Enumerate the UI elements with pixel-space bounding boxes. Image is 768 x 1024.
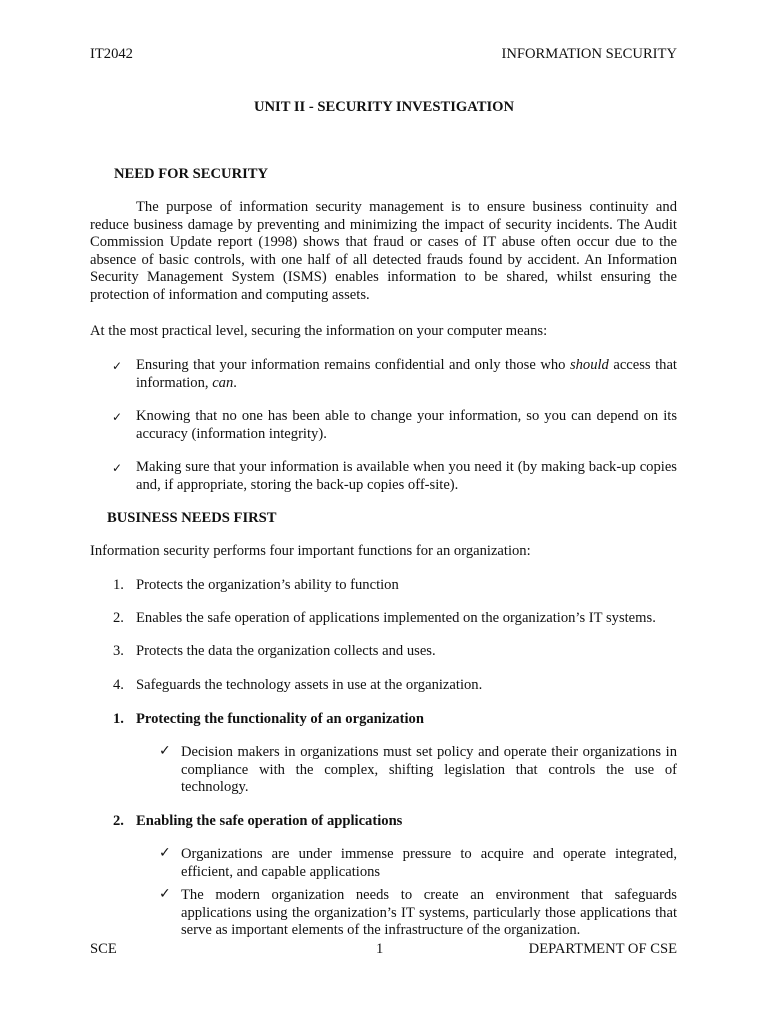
unit-title: UNIT II - SECURITY INVESTIGATION [253, 99, 515, 115]
checkmark-icon: ✓ [112, 410, 123, 424]
checkmark-icon: ✓ [159, 886, 171, 902]
bullet-integrity: Knowing that no one has been able to change your information, so you can depend on its accuracy (information integrity). [136, 408, 677, 442]
function-number: 1. [113, 577, 124, 593]
section-number: 2. [113, 813, 124, 829]
page-number: 1 [376, 941, 384, 957]
section-bullet: Decision makers in organizations must set policy and operate their organizations in compliance with the complex, shifting legislation that controls the use of technology. [181, 744, 677, 795]
checkmark-icon: ✓ [159, 845, 171, 861]
function-number: 2. [113, 610, 124, 626]
business-needs-heading: BUSINESS NEEDS FIRST [107, 510, 277, 526]
section-title-functionality: Protecting the functionality of an organization [136, 711, 424, 727]
need-for-security-heading: NEED FOR SECURITY [114, 166, 269, 182]
business-intro: Information security performs four important functions for an organization: [90, 543, 531, 559]
checkmark-icon: ✓ [112, 359, 123, 373]
function-item: Protects the organization’s ability to function [136, 577, 399, 593]
footer-left: SCE [90, 941, 117, 957]
section-number: 1. [113, 711, 124, 727]
function-item: Protects the data the organization collects and uses. [136, 643, 436, 659]
need-for-security-paragraph: The purpose of information security management is to ensure business continuity and reduce business damage by preventing and minimizing the impact of security incidents. The Audit Commission Update report (1998) shows that fraud or cases of IT abuse often occur due to the absence of basic controls, with one half of all detected frauds found by accident. An Information Security Management System (ISMS) enables information to be shared, whilst ensuring the protection of information and computing assets. [90, 199, 677, 303]
header-course-code: IT2042 [90, 46, 133, 62]
function-number: 3. [113, 643, 124, 659]
section-bullet: The modern organization needs to create an environment that safeguards applications using the organization’s IT systems, particularly those applications that serve as important elements of the infrastructure of the organization. [181, 887, 677, 938]
header-subject: INFORMATION SECURITY [501, 46, 677, 62]
section-title-applications: Enabling the safe operation of applications [136, 813, 403, 829]
bullet-confidential: Ensuring that your information remains confidential and only those who should access that information, can. [136, 357, 677, 391]
function-item: Enables the safe operation of applications implemented on the organization’s IT systems. [136, 610, 656, 626]
practical-level-text: At the most practical level, securing the information on your computer means: [90, 323, 548, 339]
footer-department: DEPARTMENT OF CSE [528, 941, 677, 957]
bullet-availability: Making sure that your information is available when you need it (by making back-up copies and, if appropriate, storing the back-up copies off-site). [136, 459, 677, 493]
function-number: 4. [113, 677, 124, 693]
section-bullet: Organizations are under immense pressure to acquire and operate integrated, efficient, and capable applications [181, 846, 677, 880]
function-item: Safeguards the technology assets in use at the organization. [136, 677, 483, 693]
checkmark-icon: ✓ [112, 461, 123, 475]
checkmark-icon: ✓ [159, 743, 171, 759]
